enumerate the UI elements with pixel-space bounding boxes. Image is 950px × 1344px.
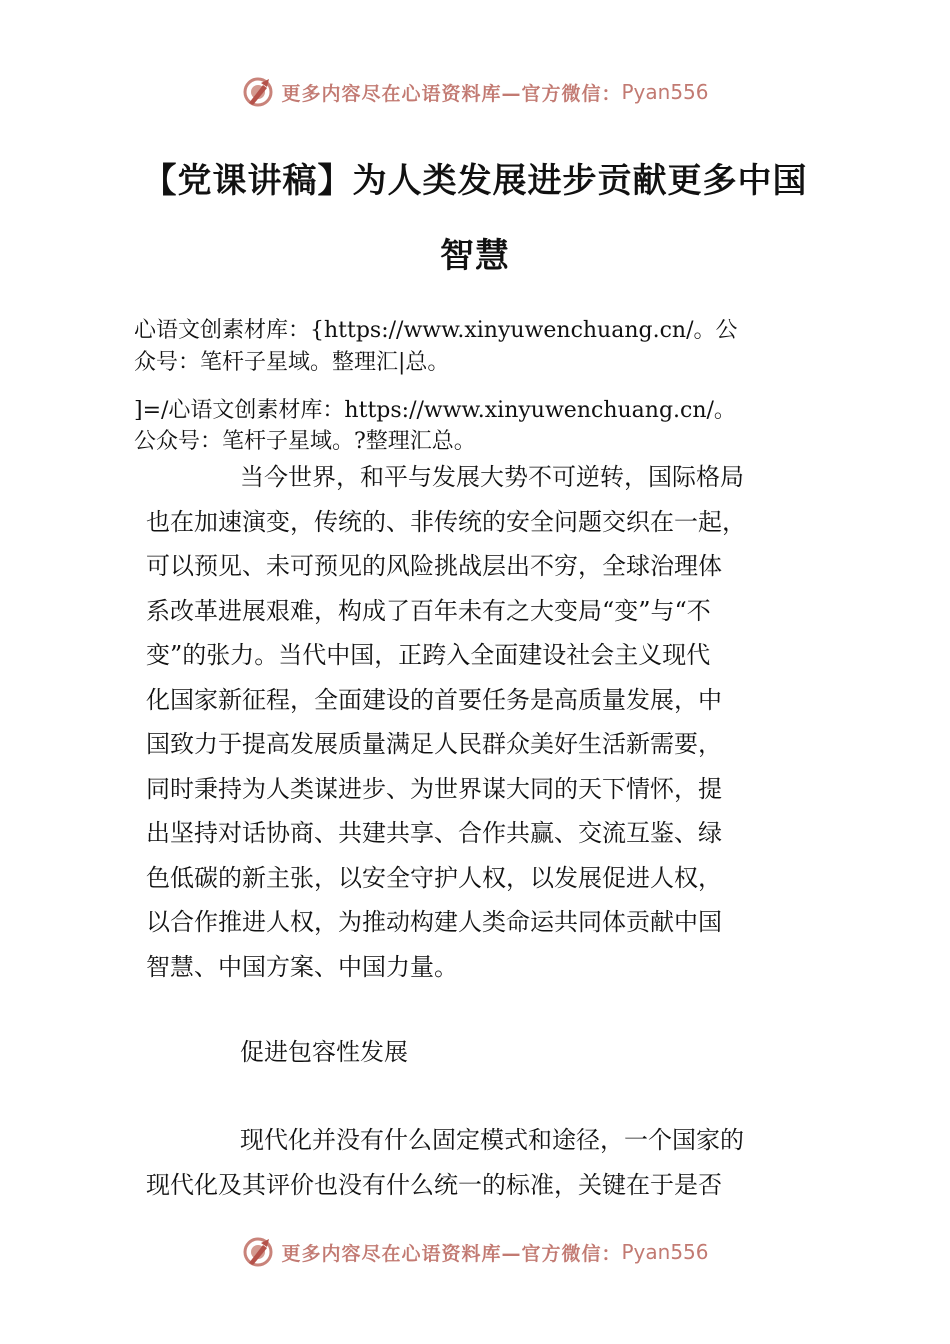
paragraph-line: 也在加速演变，传统的、非传统的安全问题交织在一起， — [146, 507, 746, 536]
header-banner — [0, 72, 950, 112]
paragraph-line: 变”的张力。当代中国，正跨入全面建设社会主义现代 — [146, 641, 711, 669]
paragraph-line: 色低碳的新主张，以安全守护人权，以发展促进人权， — [146, 863, 722, 892]
body-paragraph-1 — [146, 455, 818, 989]
source-line-3: ]=/心语文创素材库：https://www.xinyuwenchuang.cn/。 — [134, 398, 736, 423]
source-line-2: 众号：笔杆子星域。整理汇|总。 — [134, 350, 450, 375]
source-line-1: 心语文创素材库：{https://www.xinyuwenchuang.cn/。公 — [134, 318, 738, 343]
paragraph-line: 现代化及其评价也没有什么统一的标准，关键在于是否 — [146, 1170, 722, 1199]
banner-text: 更多内容尽在心语资料库—官方微信： — [281, 1242, 622, 1265]
paragraph-line: 现代化并没有什么固定模式和途径，一个国家的 — [240, 1126, 744, 1154]
paragraph-line: 当今世界，和平与发展大势不可逆转，国际格局 — [240, 463, 744, 491]
paragraph-line: 智慧、中国方案、中国力量。 — [146, 952, 458, 981]
banner-wechat-id: Pyan556 — [621, 80, 709, 104]
paragraph-line: 可以预见、未可预见的风险挑战层出不穷，全球治理体 — [146, 552, 722, 580]
paragraph-line: 系改革进展艰难，构成了百年未有之大变局“变”与“不 — [146, 596, 711, 625]
source-line-4: 公众号：笔杆子星域。?整理汇总。 — [134, 429, 476, 454]
paragraph-line: 国致力于提高发展质量满足人民群众美好生活新需要， — [146, 730, 722, 758]
section-heading: 促进包容性发展 — [240, 1038, 408, 1066]
body-paragraph-2 — [146, 1118, 818, 1207]
footer-banner — [0, 1232, 950, 1272]
banner-wechat-id: Pyan556 — [621, 1240, 709, 1264]
paragraph-line: 化国家新征程，全面建设的首要任务是高质量发展，中 — [146, 685, 722, 714]
paragraph-line: 同时秉持为人类谋进步、为世界谋大同的天下情怀，提 — [146, 774, 722, 803]
document-title-line-1: 【党课讲稿】为人类发展进步贡献更多中国 — [142, 161, 808, 201]
document-title-line-2: 智慧 — [440, 236, 510, 276]
brand-logo-icon — [241, 75, 275, 109]
paragraph-line: 出坚持对话协商、共建共享、合作共赢、交流互鉴、绿 — [146, 819, 722, 847]
brand-logo-icon — [241, 1235, 275, 1269]
paragraph-line: 以合作推进人权，为推动构建人类命运共同体贡献中国 — [146, 908, 722, 936]
banner-text: 更多内容尽在心语资料库—官方微信： — [281, 82, 622, 105]
